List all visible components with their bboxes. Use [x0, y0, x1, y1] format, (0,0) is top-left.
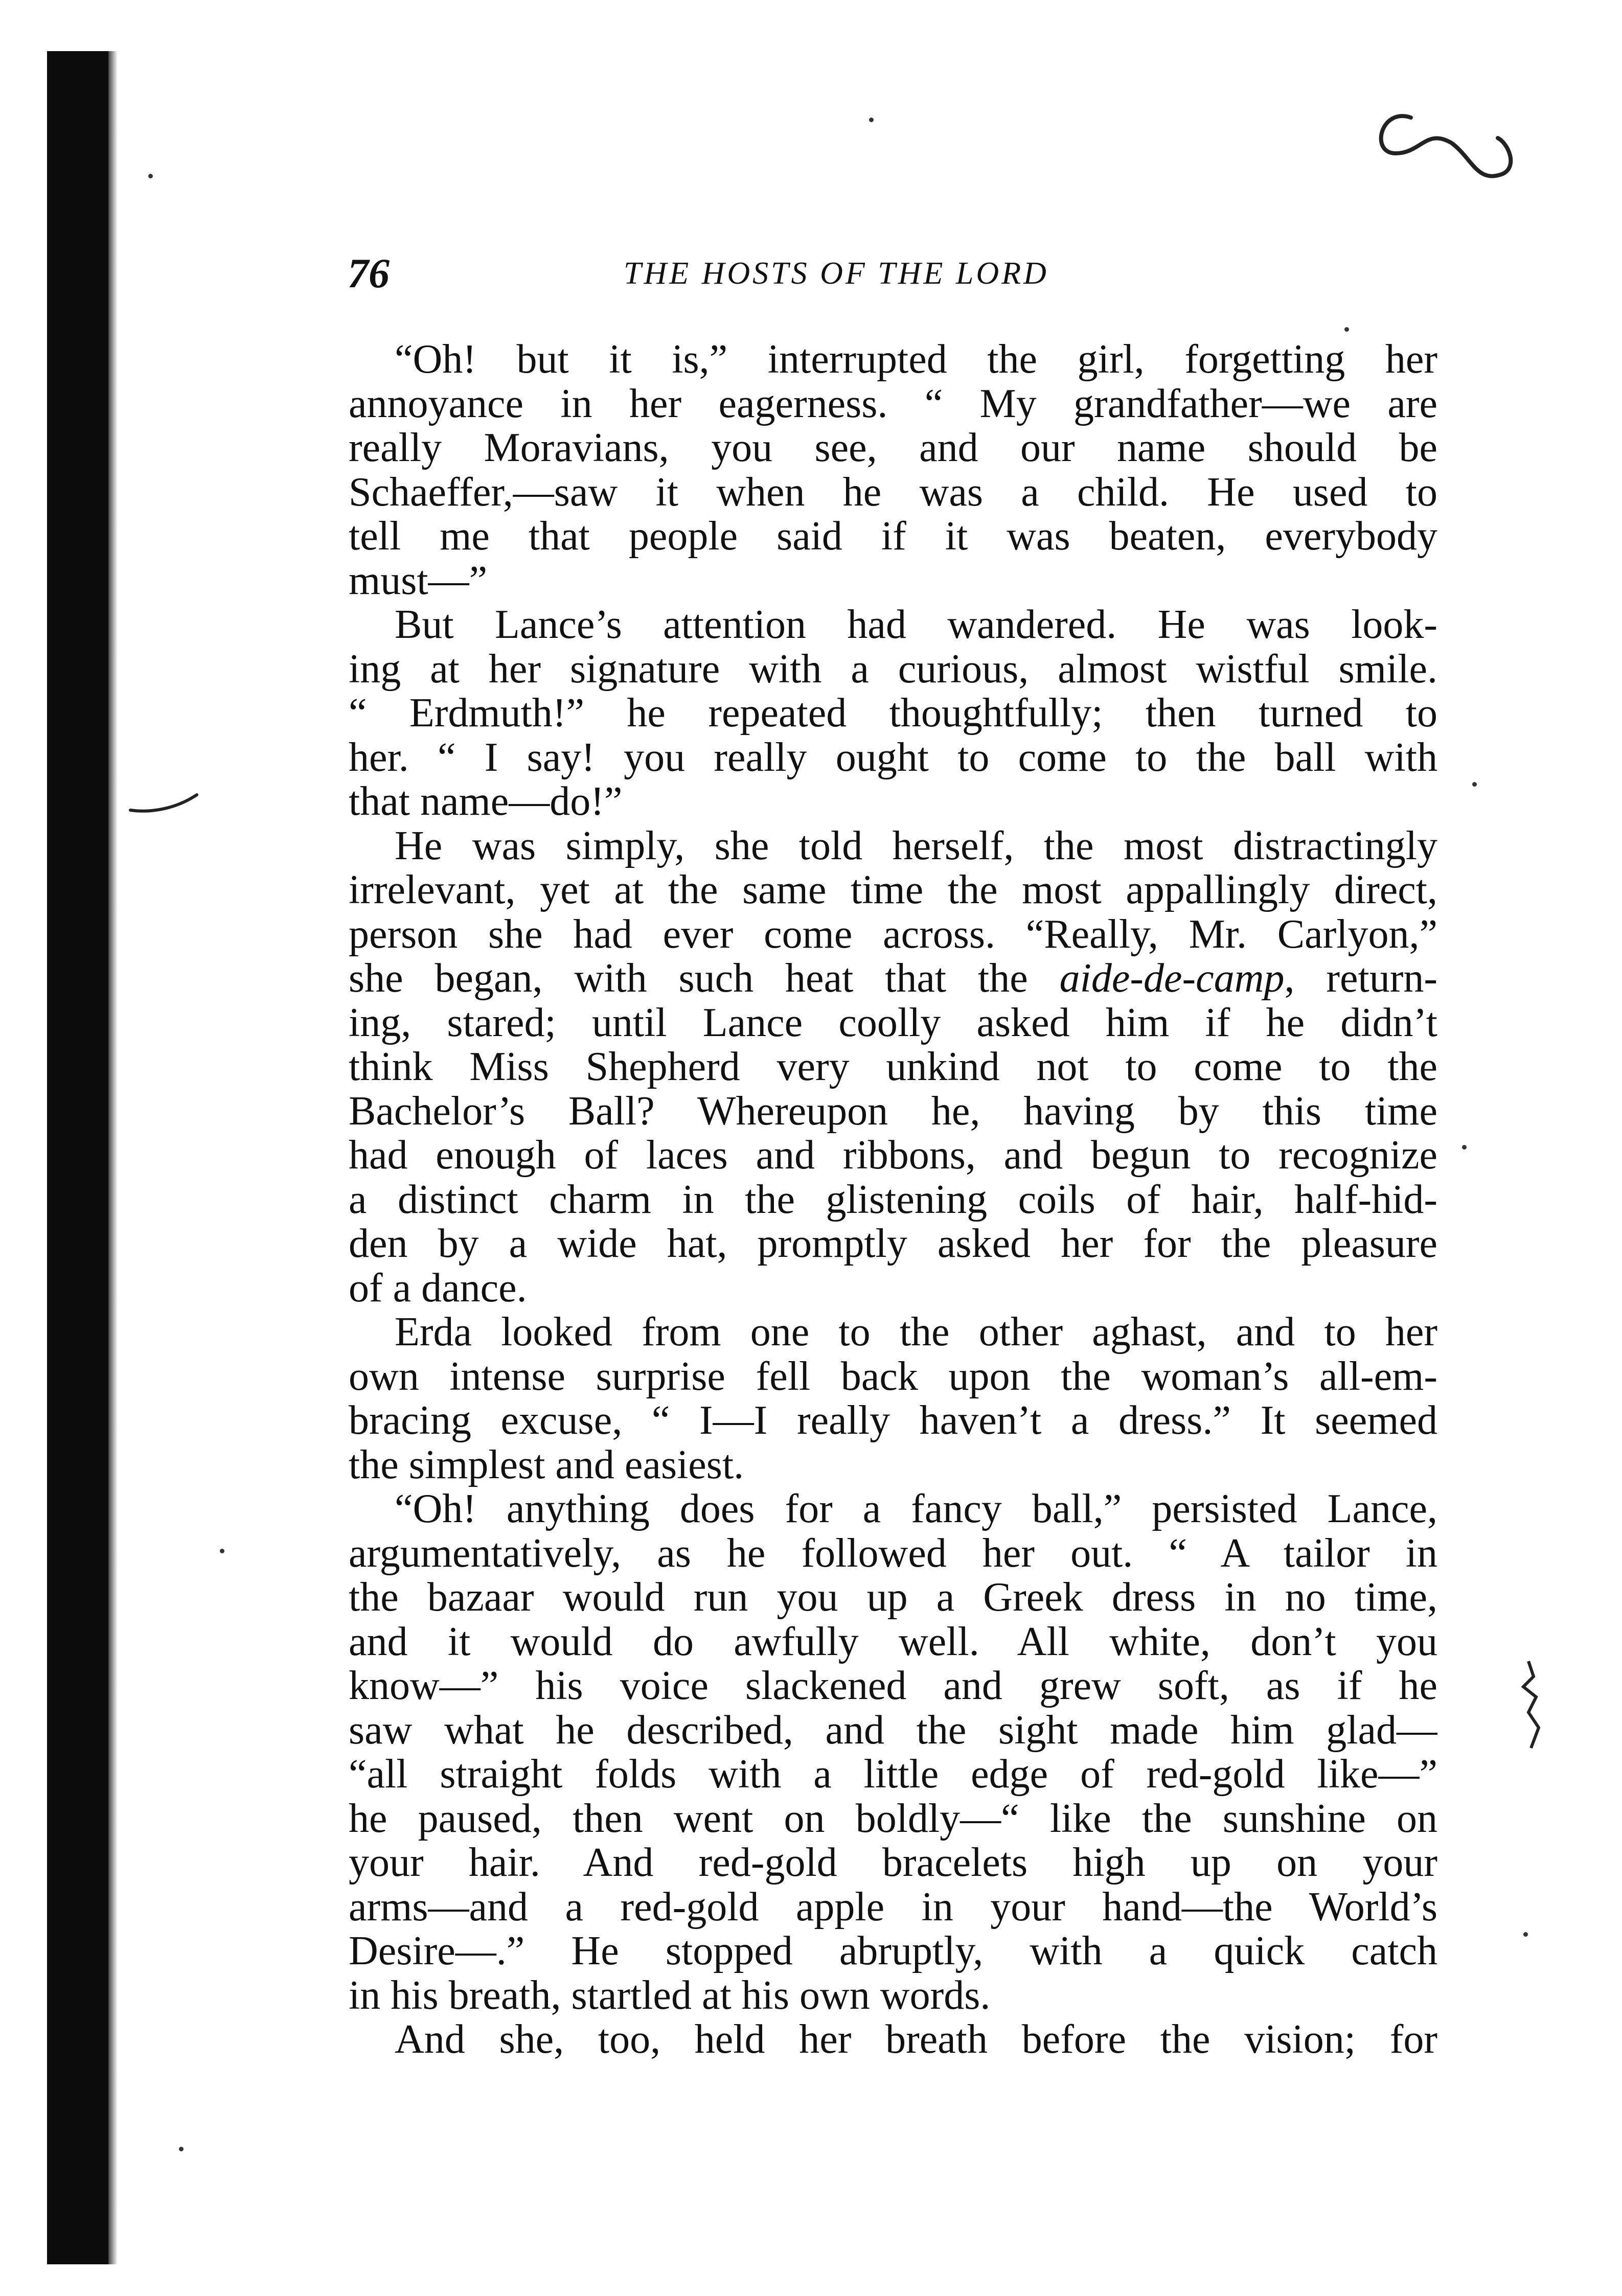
- running-title: THE HOSTS OF THE LORD: [624, 256, 1049, 291]
- text-line: in his breath, startled at his own words.: [349, 1973, 991, 2017]
- text-line: know—” his voice slackened and grew soft, as if he: [349, 1664, 1437, 1708]
- text-line: the simplest and easiest.: [349, 1442, 744, 1487]
- text-line: Bachelor’s Ball? Whereupon he, having by this time: [349, 1089, 1437, 1133]
- body-text: [349, 337, 1437, 2062]
- text-line-with-italic: [349, 956, 1437, 1001]
- margin-pencil-mark: [128, 790, 199, 825]
- text-line: Schaeffer,—saw it when he was a child. He used to: [349, 470, 1437, 514]
- text-line: your hair. And red-gold bracelets high up on your: [349, 1841, 1437, 1885]
- text-line: and it would do awfully well. All white, don’t you: [349, 1619, 1437, 1664]
- text-line: ing at her signature with a curious, almost wistful smile.: [349, 647, 1437, 691]
- text-fragment: , return-: [1284, 956, 1437, 1001]
- text-line: really Moravians, you see, and our name should be: [349, 426, 1437, 470]
- text-line: annoyance in her eagerness. “ My grandfather—we are: [349, 381, 1437, 426]
- text-line: that name—do!”: [349, 779, 623, 824]
- text-line: bracing excuse, “ I—I really haven’t a dress.” It seemed: [349, 1398, 1437, 1443]
- handwritten-mark: [1350, 97, 1513, 194]
- text-line: person she had ever come across. “Really, Mr. Carlyon,”: [349, 912, 1437, 956]
- text-line: And she, too, held her breath before the vision; for: [395, 2017, 1437, 2062]
- speck: [1523, 1932, 1528, 1937]
- text-line: irrelevant, yet at the same time the most appallingly direct,: [349, 868, 1437, 912]
- text-line: arms—and a red-gold apple in your hand—the World’s: [349, 1885, 1437, 1929]
- text-line: “Oh! anything does for a fancy ball,” persisted Lance,: [395, 1487, 1437, 1531]
- speck: [220, 1549, 224, 1553]
- text-line: “all straight folds with a little edge of red-gold like—”: [349, 1752, 1437, 1797]
- text-line: had enough of laces and ribbons, and begun to recognize: [349, 1133, 1437, 1178]
- text-line: But Lance’s attention had wandered. He was look-: [395, 603, 1437, 647]
- speck: [1472, 782, 1477, 787]
- text-line: Desire—.” He stopped abruptly, with a quick catch: [349, 1929, 1437, 1973]
- text-line: saw what he described, and the sight made him glad—: [349, 1708, 1437, 1752]
- text-line: her. “ I say! you really ought to come to the ball with: [349, 735, 1437, 779]
- page-number: 76: [348, 250, 390, 296]
- speck: [148, 174, 153, 178]
- text-line: of a dance.: [349, 1266, 527, 1310]
- text-line: own intense surprise fell back upon the woman’s all-em-: [349, 1354, 1437, 1398]
- text-line: He was simply, she told herself, the most distractingly: [395, 823, 1437, 868]
- text-line: he paused, then went on boldly—“ like the sunshine on: [349, 1796, 1437, 1841]
- text-line: den by a wide hat, promptly asked her for the pleasure: [349, 1222, 1437, 1266]
- margin-smudge-mark: [1508, 1656, 1554, 1758]
- text-line: must—”: [349, 558, 488, 603]
- text-line: “ Erdmuth!” he repeated thoughtfully; then turned to: [349, 691, 1437, 736]
- speck: [1344, 327, 1349, 332]
- text-line: a distinct charm in the glistening coils of hair, half-hid-: [349, 1177, 1437, 1222]
- speck: [869, 118, 874, 122]
- book-binding-shadow: [47, 51, 108, 2264]
- page-header: [348, 249, 1442, 301]
- text-line: think Miss Shepherd very unkind not to come to the: [349, 1045, 1437, 1089]
- text-line: Erda looked from one to the other aghast, and to her: [395, 1310, 1437, 1354]
- italic-phrase: aide-de-camp: [1059, 956, 1285, 1001]
- speck: [1462, 1145, 1467, 1150]
- text-line: tell me that people said if it was beaten, everybody: [349, 514, 1437, 559]
- binding-edge-gradient: [108, 51, 118, 2264]
- text-line: ing, stared; until Lance coolly asked him if he didn’t: [349, 1000, 1437, 1045]
- text-line: “Oh! but it is,” interrupted the girl, forgetting her: [395, 337, 1437, 382]
- text-line: argumentatively, as he followed her out. “ A tailor in: [349, 1531, 1437, 1575]
- speck: [179, 2147, 184, 2151]
- text-line: the bazaar would run you up a Greek dress in no time,: [349, 1575, 1437, 1620]
- text-fragment: she began, with such heat that the: [349, 956, 1028, 1001]
